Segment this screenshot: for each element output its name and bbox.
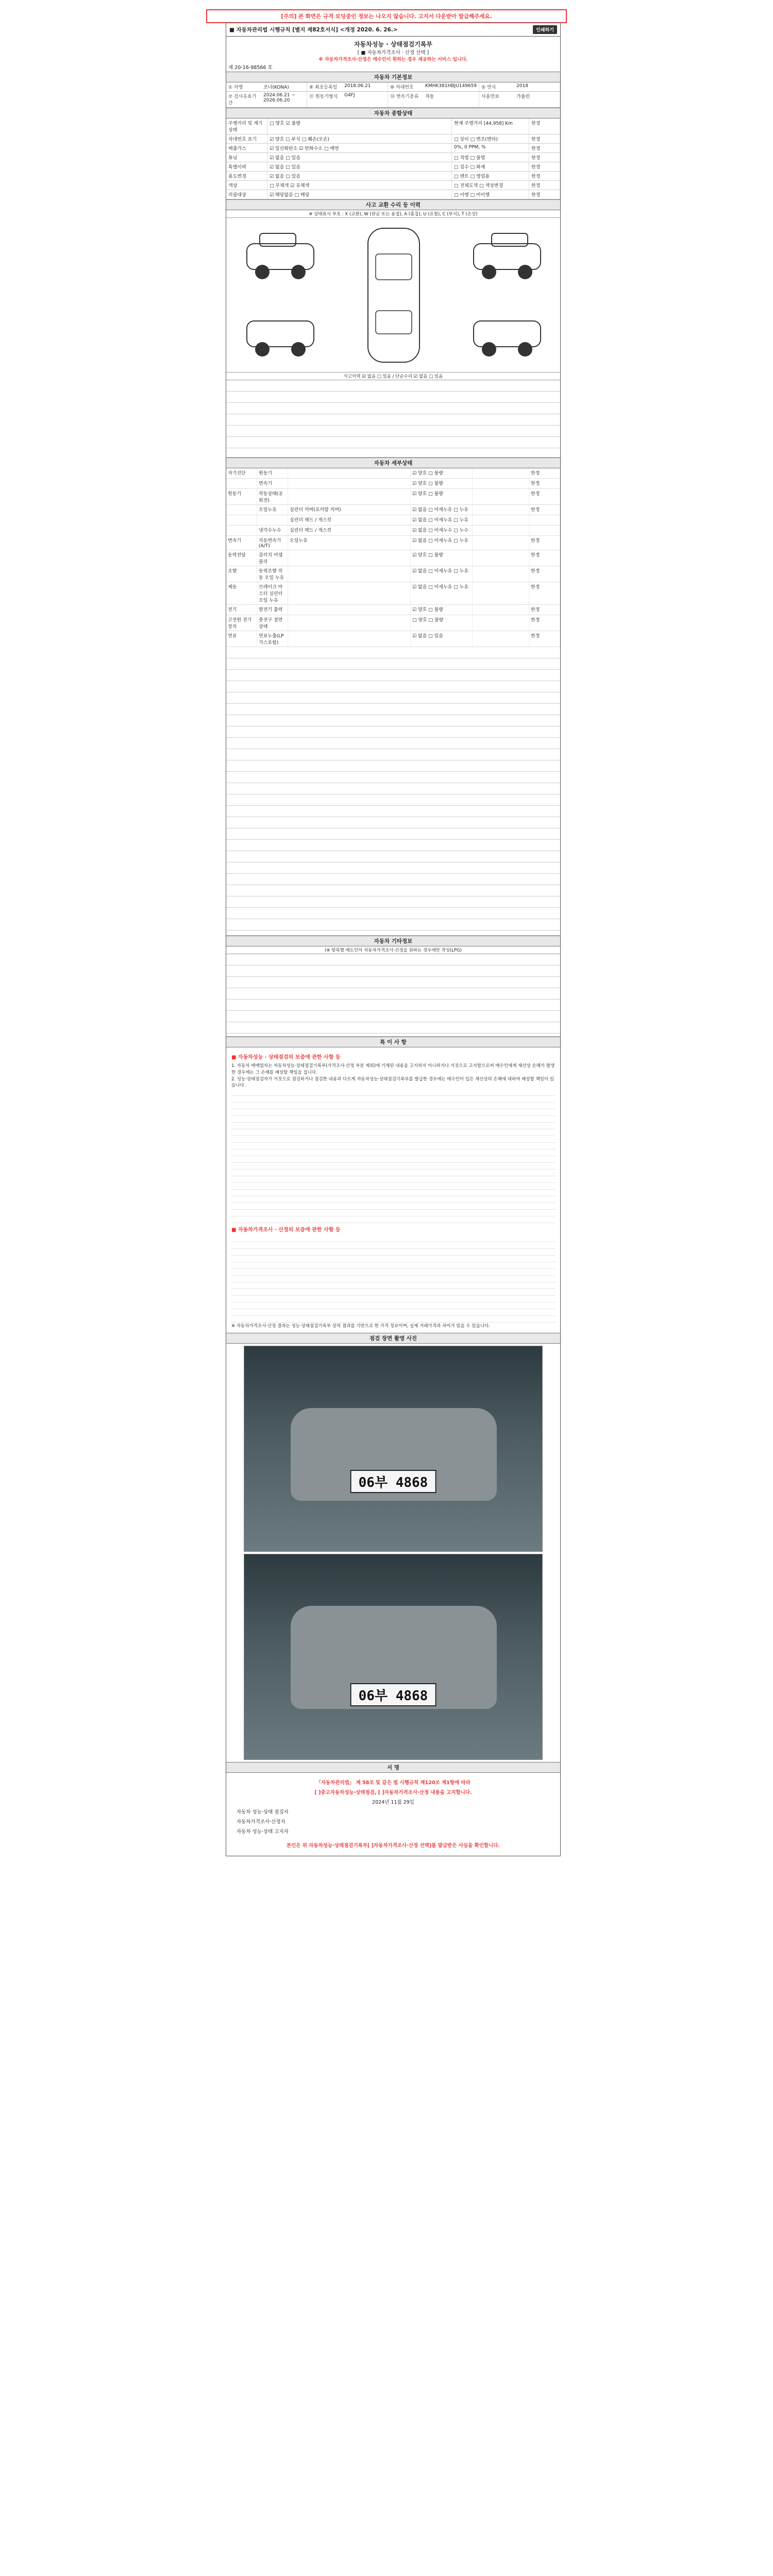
table-row: 배출가스 ☑ 일산화탄소 ☑ 탄화수소 □ 매연 0%, 0 PPM, % 한정	[226, 144, 560, 153]
car-bottom-right-icon	[468, 306, 546, 362]
table-row: 색상 □ 무채색 ☑ 유채색 □ 전체도색 □ 색상변경 한정	[226, 181, 560, 190]
table-row: 실린더 헤드 / 개스킷 ☑ 없음 □ 미세누유 □ 누유	[226, 515, 560, 526]
basic-item: 사용연료 가솔린	[479, 92, 560, 108]
car-side-left-icon	[242, 228, 319, 285]
sign-date: 2024년 11월 29일	[372, 1799, 414, 1805]
table-row: 연료 연료누출(LP가스포함) ☑ 없음 □ 있음 한정	[226, 631, 560, 647]
notes-heading-warranty: ■ 자동차성능 · 상태점검의 보증에 관한 사항 등	[231, 1055, 341, 1060]
table-row: 특별이력 ☑ 없음 □ 있음 □ 침수 □ 화재 한정	[226, 162, 560, 172]
table-row: 변속기 ☑ 양호 □ 불량 한정	[226, 479, 560, 489]
inspection-photo-front	[244, 1346, 543, 1552]
table-row: 고전원 전기장치 충전구 절연 상태 □ 양호 □ 불량 한정	[226, 615, 560, 631]
notes-body	[226, 1047, 560, 1333]
notes-paragraph: 2. 성능·상태점검자가 거짓으로 점검하거나 점검한 내용과 다르게 자동차성능·상태점검기록부를 발급한 경우에는 매수인이 입은 재산상의 손해에 대하여 배상할 책임이 있습니다.	[231, 1076, 554, 1089]
notice-banner: [주의] 본 화면은 규격 로딩중인 정보는 나오지 않습니다. 고지서 다운받아 발급해주세요.	[206, 9, 567, 23]
damage-table	[226, 380, 560, 457]
table-row: 제동 브레이크 마스터 실린더오일 누유 ☑ 없음 □ 미세누유 □ 누유 한정	[226, 582, 560, 605]
section-status: 자동차 종합상태	[226, 108, 560, 118]
document-header	[226, 23, 560, 37]
damage-legend: ※ 상태표시 부호 : X (교환), W (판금 또는 용접), A (흠집), U (요철), C (부식), T (손상)	[226, 210, 560, 218]
inspection-photo-rear	[244, 1554, 543, 1760]
table-row: 용도변경 ☑ 없음 □ 있음 □ 렌트 □ 영업용 한정	[226, 172, 560, 181]
detail-table-continued	[226, 647, 560, 936]
section-basic: 자동차 기본정보	[226, 72, 560, 82]
license-plate: 06부 4868	[350, 1683, 436, 1706]
car-damage-diagram	[226, 218, 560, 372]
signer-inspector: 자동차 성능·상태 점검자	[237, 1809, 289, 1815]
car-side-right-icon	[468, 228, 546, 285]
basic-item: ⑦ 검사유효기간 2024.06.21 ~ 2026.06.20	[226, 92, 307, 108]
table-row: 조향 동력조향 작동 오일 누유 ☑ 없음 □ 미세누유 □ 누유 한정	[226, 566, 560, 582]
table-row: 원동기 작동상태(공회전) ☑ 양호 □ 불량 한정	[226, 489, 560, 505]
basic-item: ① 차명 코나(KONA)	[226, 82, 307, 92]
sign-body	[226, 1773, 560, 1856]
damage-result: 사고이력 ☑ 없음 □ 있음 / 단순수리 ☑ 없음 □ 있음	[226, 372, 560, 380]
notes-text-block	[231, 1235, 555, 1323]
doc-subtitle-note: ※ 자동차가격조사·산정은 매수인이 원하는 경우 제공하는 서비스 입니다.	[318, 57, 468, 62]
table-row: 리콜대상 ☑ 해당없음 □ 해당 □ 이행 □ 미이행 한정	[226, 190, 560, 199]
table-row: 동력전달 클러치 어셈블리 ☑ 양호 □ 불량 한정	[226, 550, 560, 566]
table-row: 오일누유 실린더 커버(로커암 커버) ☑ 없음 □ 미세누유 □ 누유 한정	[226, 505, 560, 515]
print-button[interactable]: 인쇄하기	[533, 25, 557, 34]
section-sign: 서 명	[226, 1762, 560, 1773]
basic-item: ⑭ 변속기종류 자동	[388, 92, 479, 108]
car-top-icon	[355, 223, 432, 367]
detail-table	[226, 468, 560, 647]
section-detail: 자동차 세부상태	[226, 457, 560, 468]
table-row: 차대번호 표기 ☑ 양호 □ 부식 □ 훼손(오손) □ 상이 □ 변조(변타) 한정	[226, 134, 560, 144]
notes-text-block	[231, 1089, 555, 1223]
notes-paragraph: 1. 자동차 매매업자는 자동차성능·상태점검기록부(가격조사·산정 부분 제외)에 기재된 내용을 고지하지 아니하거나 거짓으로 고지함으로써 매수인에게 재산상 손해가 발생한 경우에는 그 손해를 배상할 책임을 집니다.	[231, 1063, 555, 1075]
options-note: (※ 항목별 매도인이 자동차가격조사·산정을 원하는 경우에만 작성(LPG)	[226, 946, 560, 954]
table-row: 변속기 자동변속기(A/T) 오일누유 ☑ 없음 □ 미세누유 □ 누유 한정	[226, 536, 560, 550]
sign-law-line: [ ]중고자동차성능·상태점검, [ ]자동차가격조사·산정 내용을 고지합니다.	[314, 1789, 472, 1795]
notes-heading-price: ■ 자동차가격조사 · 산정의 보증에 관한 사항 등	[231, 1227, 341, 1233]
section-options: 자동차 기타정보	[226, 936, 560, 946]
table-row: 냉각수누수 실린더 헤드 / 개스킷 ☑ 없음 □ 미세누수 □ 누수	[226, 526, 560, 536]
status-table	[226, 118, 560, 199]
basic-item: ⑥ 최초등록일 2018.06.21	[307, 82, 388, 92]
table-row: 주행거리 및 계기상태 □ 양호 ☑ 불량 현재 주행거리 [44,958] Km 한정	[226, 118, 560, 134]
basic-item: ⑪ 원동기형식 G4FJ	[307, 92, 388, 108]
sign-law-line: 「자동차관리법」 제 58조 및 같은 법 시행규칙 제120조 제1항에 따라	[316, 1780, 470, 1786]
table-row: 자기진단 원동기 ☑ 양호 □ 불량 한정	[226, 468, 560, 479]
notes-paragraph: ※ 자동차가격조사·산정 결과는 성능·상태점검기록부 상의 결과를 기반으로 한 가격 정보이며, 실제 거래가격과 차이가 있을 수 있습니다.	[231, 1324, 490, 1329]
form-title: ■ 자동차관리법 시행규칙 [별지 제82호서식] <개정 2020. 6. 26.>	[229, 27, 398, 33]
doc-title: 자동차성능 · 상태점검기록부	[354, 41, 433, 48]
signer-appraiser: 자동차가격조사·산정자	[237, 1819, 285, 1825]
basic-item: ② 연식 2018	[479, 82, 560, 92]
car-bottom-left-icon	[242, 306, 319, 362]
sign-confirmation: 본인은 위 자동차성능·상태점검기록부[ ]자동차가격조사·산정 선택]를 발급받은 사실을 확인합니다.	[286, 1842, 500, 1849]
license-plate: 06부 4868	[350, 1470, 436, 1493]
section-notes: 특 이 사 항	[226, 1037, 560, 1047]
inspection-document	[226, 23, 561, 1856]
signer-notifier: 자동차 성능·상태 고지자	[237, 1828, 289, 1835]
options-table	[226, 954, 560, 1037]
basic-item: ⑩ 차대번호 KMHK381HBJU149659	[388, 82, 479, 92]
section-photo: 점검 장면 촬영 사진	[226, 1333, 560, 1344]
basic-info-grid	[226, 82, 560, 108]
doc-subtitle: [ ■ 자동차가격조사 · 산정 선택 ]	[357, 50, 429, 56]
section-damage: 사고 교환 수리 등 이력	[226, 199, 560, 210]
doc-number: 제 20-16-98566 호	[228, 65, 273, 71]
table-row: 전기 발전기 출력 ☑ 양호 □ 불량 한정	[226, 605, 560, 615]
table-row: 튜닝 ☑ 없음 □ 있음 □ 적법 □ 불법 한정	[226, 153, 560, 162]
